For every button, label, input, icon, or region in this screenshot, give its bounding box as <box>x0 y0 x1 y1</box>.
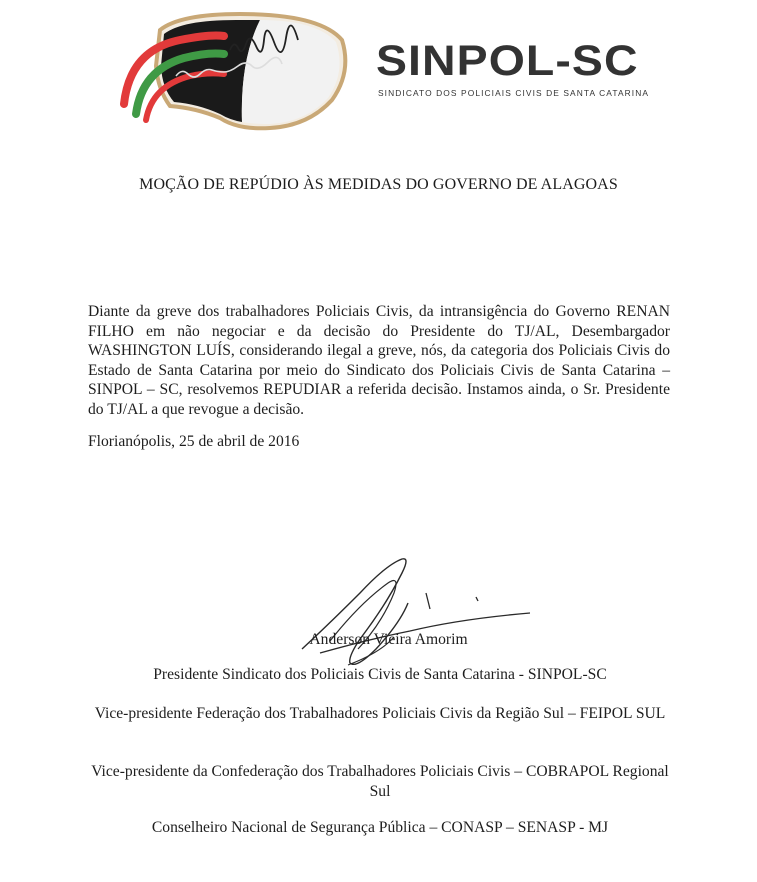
signatory-role: Vice-presidente Federação dos Trabalhadores Policiais Civis da Região Sul – FEIPOL SUL <box>94 705 666 722</box>
signatory-role: Conselheiro Nacional de Segurança Pública – CONASP – SENASP - MJ <box>151 819 609 836</box>
document-body: Diante da greve dos trabalhadores Policiais Civis, da intransigência do Governo RENAN FILHO em não negociar e da decisão do Presidente do TJ/AL, Desembargador WASHINGTON LUÍS, considerando ilegal a greve, nós, da categoria dos Policiais Civis do Estado de Santa Catarina por meio do Sindicato dos Policiais Civis de Santa Catarina – SINPOL – SC, resolvemos REPUDIAR a referida decisão. Instamos ainda, o Sr. Presidente do TJ/AL a que revogue a decisão. <box>88 303 670 418</box>
organization-subtitle: SINDICATO DOS POLICIAIS CIVIS DE SANTA CATARINA <box>378 88 650 98</box>
place-and-date: Florianópolis, 25 de abril de 2016 <box>88 433 300 450</box>
organization-name: SINPOL-SC <box>376 37 639 85</box>
signatory-name: Anderson Vieira Amorim <box>309 631 468 648</box>
signatory-role: Presidente Sindicato dos Policiais Civis de Santa Catarina - SINPOL-SC <box>153 666 607 683</box>
handwritten-signature-icon <box>290 553 540 683</box>
sinpol-shield-emblem <box>120 10 350 132</box>
signatory-role: Vice-presidente da Confederação dos Trabalhadores Policiais Civis – COBRAPOL Regional Sul <box>91 763 669 800</box>
document-title: MOÇÃO DE REPÚDIO ÀS MEDIDAS DO GOVERNO DE ALAGOAS <box>139 176 618 193</box>
